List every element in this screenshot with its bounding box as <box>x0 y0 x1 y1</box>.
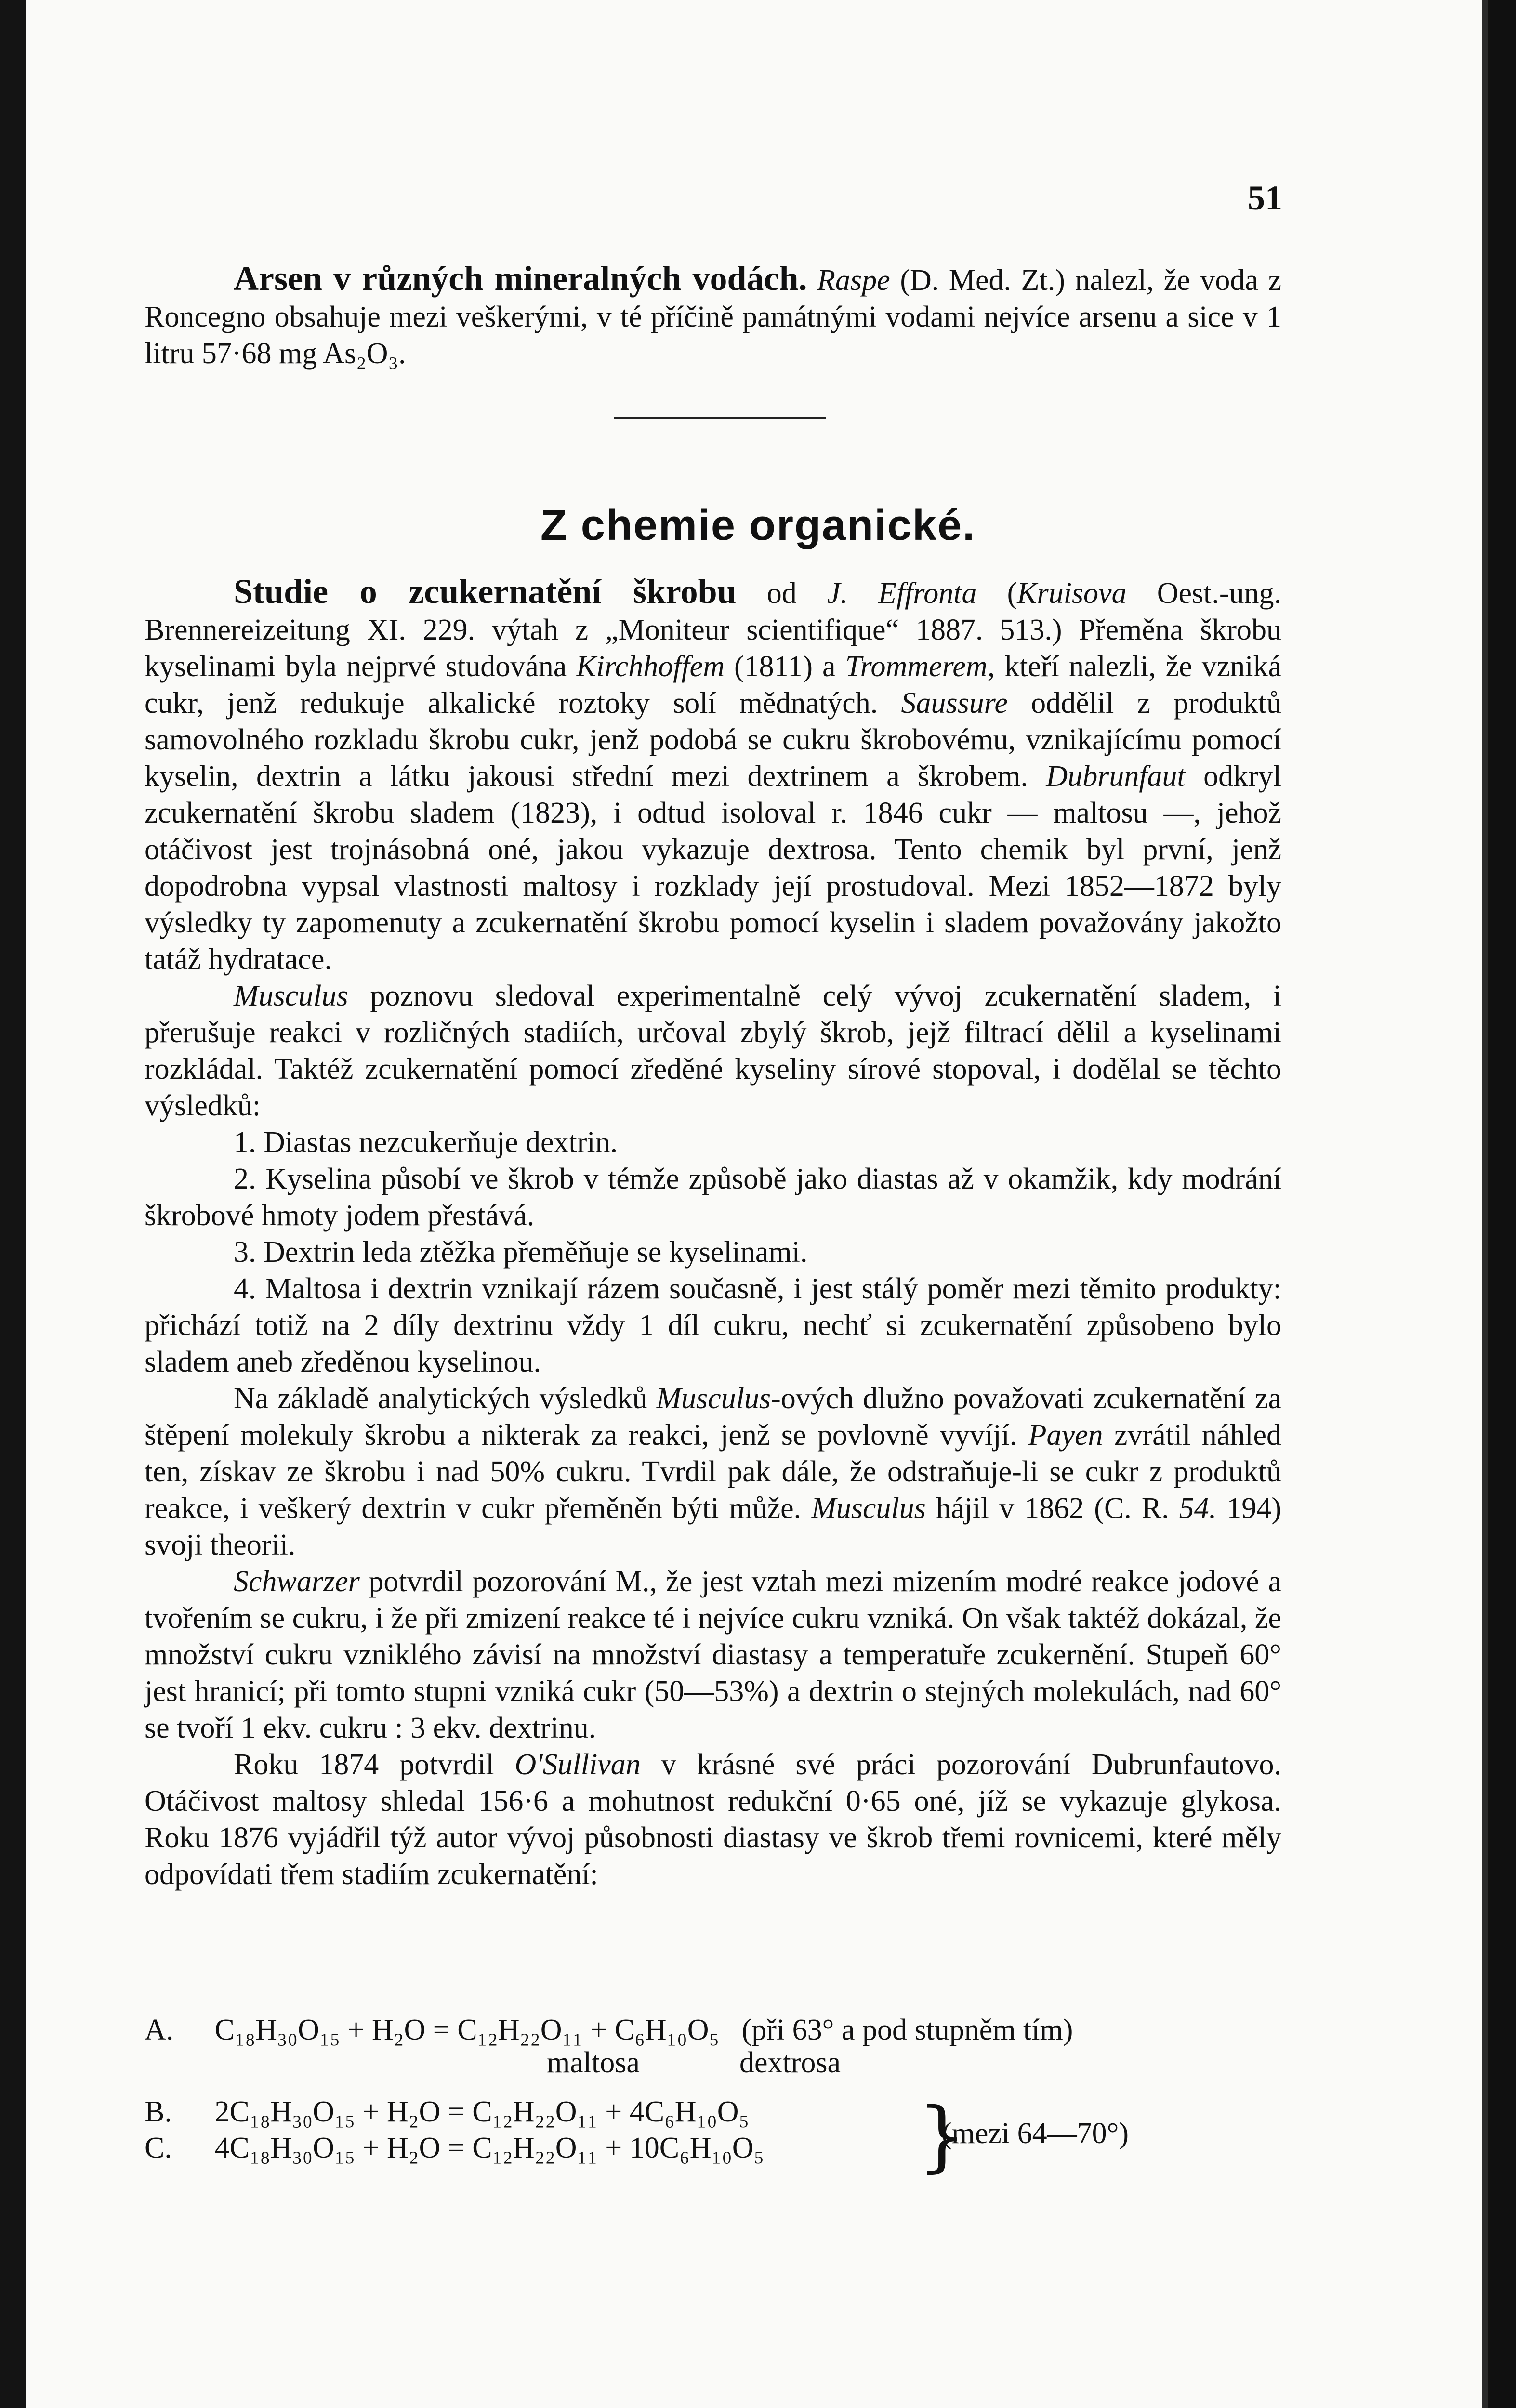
p3-text-e: 194) svoji theorii. <box>145 1492 1282 1561</box>
page-number: 51 <box>1248 179 1282 217</box>
p1-text-a: Přeměna škrobu kyselinami byla nejprvé studována <box>145 614 1281 683</box>
p1-name-dubrunfaut: Dubrunfaut <box>1046 760 1186 793</box>
arsen-paragraph <box>145 260 1281 372</box>
arsen-source: (D. Med. Zt.) <box>900 264 1065 297</box>
article-intro <box>145 573 1281 978</box>
list-item: 2. Kyselina působí ve škrob v témže způsobě jako diastas až v okamžik, kdy modrání škrobové hmoty jodem přestává. <box>145 1163 1281 1232</box>
equation-c-label: C. <box>145 2132 172 2164</box>
scan-left-border <box>0 0 26 2408</box>
p1-name-trommer: Trommerem, <box>845 650 995 683</box>
p5-text-b: v krásné své práci pozorování Dubrunfautovo. Otáčivost maltosy shledal 156·6 a mohutnost redukční 0·65 oné, jíž se vykazuje glykosa. Roku 1876 vyjádřil týž autor vývoj působnosti diastasy ve škrob třemi rovnicemi, které měly odpovídati třem stadiím zcukernatění: <box>145 1748 1282 1891</box>
article-source-name: Kruisova <box>1017 577 1127 610</box>
p2-text: poznovu sledoval experimentalně celý vývoj zcukernatění sladem, i přerušuje reakci v rozličných stadiích, určoval zbylý škrob, jejž filtrací dělil a kyselinami rozkládal. Taktéž zcukernatění pomocí zředěné kyseliny sírové stopoval, i dodělal se těchto výsledků: <box>145 980 1282 1122</box>
p3-text-a: Na základě analytických výsledků <box>234 1382 647 1415</box>
paragraph-payen <box>145 1380 1281 1563</box>
equation-a-note: (při 63° a pod stupněm tím) <box>741 2014 1073 2046</box>
list-item: 4. Maltosa i dextrin vznikají rázem současně, i jest stálý poměr mezi těmito produkty: přichází totiž na 2 díly dextrinu vždy 1 díl cukru, nechť si zcukernatění způsobeno bylo sladem aneb zředěnou kyselinou. <box>145 1272 1281 1378</box>
p4-text: potvrdil pozorování M., že jest vztah mezi mizením modré reakce jodové a tvořením se cukru, i že při zmizení reakce té i nejvíce cukru vzniká. On však taktéž dokázal, že množství cukru vzniklého závisí na množství diastasy a temperatuře zcukernění. Stupeň 60° jest hranicí; při tomto stupni vzniká cukr (50—53%) a dextrin o stejných molekulách, nad 60° se tvoří 1 ekv. cukru : 3 ekv. dextrinu. <box>145 1565 1282 1744</box>
equation-b-formula: 2C₁₈H₃₀O₁₅ + H₂O = C₁₂H₂₂O₁₁ + 4C₆H₁₀O₅ <box>214 2095 750 2128</box>
equation-a-formula: C₁₈H₃₀O₁₅ + H₂O = C₁₂H₂₂O₁₁ + C₆H₁₀O₅ <box>214 2014 720 2046</box>
paragraph-schwarzer <box>145 1563 1281 1746</box>
arsen-body: nalezl, že voda z Roncegno obsahuje mezi veškerými, v té příčině památnými vodami nejvíce arsenu a sice v 1 litru 57·68 mg As₂O₃. <box>145 264 1282 370</box>
p1-text-d: oddělil z produktů samovolného rozkladu škrobu cukr, jenž podobá se cukru škrobovému, vznikajícímu pomocí kyselin, dextrin a látku jakousi střední mezi dextrinem a škrobem. <box>145 687 1281 793</box>
article-source-rest: Oest.-ung. Brennereizeitung XI. 229. výtah z „Moniteur scientifique“ 1887. 513.) <box>145 577 1281 646</box>
scan-right-border <box>1488 0 1516 2408</box>
p4-name-schwarzer: Schwarzer <box>234 1565 360 1598</box>
p1-text-b: (1811) a <box>734 650 836 683</box>
list-item: 1. Diastas nezcukerňuje dextrin. <box>234 1126 618 1159</box>
p3-text-d: hájil v 1862 (C. R. <box>936 1492 1169 1525</box>
equation-bc-note: (mezi 64—70°) <box>942 2117 1129 2150</box>
paragraph-musculus <box>145 978 1281 1124</box>
p1-text-e: odkryl zcukernatění škrobu sladem (1823), i odtud isoloval r. 1846 cukr — maltosu —, jehož otáčivost jest trojnásobná oné, jakou vykazuje dextrosa. Tento chemik byl první, jenž dopodrobna vypsal vlastnosti maltosy i rozklady její prostudoval. Mezi 1852—1872 byly výsledky ty zapomenuty a zcukernatění škrobu pomocí kyselin i sladem považovány jakožto tatáž hydratace. <box>145 760 1282 976</box>
p3-volume: 54. <box>1179 1492 1217 1525</box>
article-source-open: ( <box>1007 577 1017 610</box>
article-body <box>145 573 1281 1893</box>
section-divider <box>614 417 826 419</box>
p1-name-kirchhoff: Kirchhoffem <box>576 650 725 683</box>
list-item: 3. Dextrin leda ztěžka přeměňuje se kyselinami. <box>234 1236 808 1269</box>
paragraph-osullivan <box>145 1746 1281 1893</box>
label-maltosa: maltosa <box>547 2046 640 2079</box>
equation-c-formula: 4C₁₈H₃₀O₁₅ + H₂O = C₁₂H₂₂O₁₁ + 10C₆H₁₀O₅ <box>214 2132 765 2164</box>
right-brace: } <box>918 2091 967 2181</box>
scan-right-edge <box>1482 0 1488 2408</box>
article-author: J. Effronta <box>827 577 977 610</box>
label-dextrosa: dextrosa <box>739 2046 841 2079</box>
p5-text-a: Roku 1874 potvrdil <box>234 1748 494 1781</box>
p3-name-musculus: Musculus <box>656 1382 771 1415</box>
section-title: Z chemie organické. <box>540 501 976 550</box>
p5-name-osullivan: O'Sullivan <box>514 1748 641 1781</box>
arsen-author: Raspe <box>817 264 890 297</box>
p3-name-musculus-2: Musculus <box>811 1492 926 1525</box>
p2-name-musculus: Musculus <box>234 980 348 1012</box>
article-by: od <box>766 577 797 610</box>
p1-text-c: kteří nalezli, že vzniká cukr, jenž redukuje alkalické roztoky solí mědnatých. <box>145 650 1282 720</box>
p1-name-saussure: Saussure <box>901 687 1008 720</box>
p3-name-payen: Payen <box>1028 1419 1103 1452</box>
equation-a-label: A. <box>145 2014 174 2046</box>
equation-a <box>145 2013 1073 2047</box>
p3-text-b: -ových dlužno považovati zcukernatění za štěpení molekuly škrobu a nikterak za reakci, jenž se povlovně vyvíjí. <box>145 1382 1282 1452</box>
arsen-title: Arsen v různých mineralných vodách. <box>234 259 807 298</box>
equation-b-label: B. <box>145 2095 172 2128</box>
article-title: Studie o zcukernatění škrobu <box>234 572 737 611</box>
equation-b <box>145 2095 749 2129</box>
equation-c <box>145 2131 764 2165</box>
p3-text-c: zvrátil náhled ten, získav ze škrobu i nad 50% cukru. Tvrdil pak dále, že odstraňuje-li se cukr z produktů reakce, i veškerý dextrin v cukr přeměněn býti může. <box>145 1419 1282 1525</box>
